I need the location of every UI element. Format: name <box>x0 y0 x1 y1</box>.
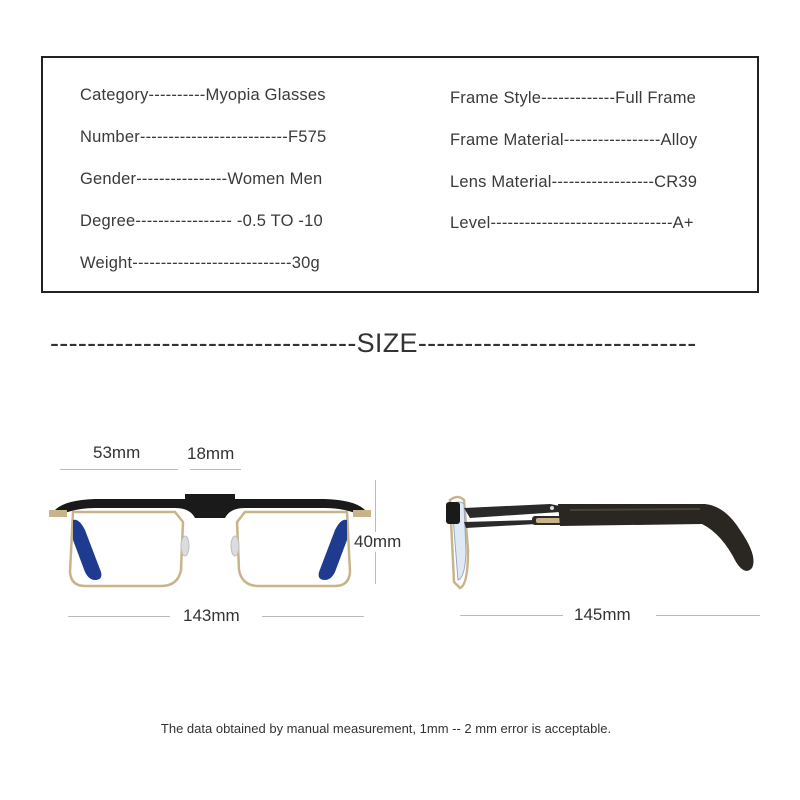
spec-lens-material: Lens Material------------------CR39 <box>450 173 698 191</box>
nose-pad-right <box>231 536 239 556</box>
spec-category: Category----------Myopia Glasses <box>80 86 326 104</box>
side-screw-1 <box>550 506 554 510</box>
temple-length-label: 145mm <box>574 605 631 624</box>
lens-width-label: 53mm <box>93 443 141 462</box>
lens-width-line <box>60 469 178 470</box>
size-header: ---------------------------------SIZE------------------------------ <box>50 328 697 358</box>
spec-gender: Gender----------------Women Men <box>80 170 323 188</box>
glasses-side-icon <box>440 490 760 590</box>
temple-length-line-right <box>656 615 760 616</box>
glasses-front-icon <box>45 480 375 595</box>
frame-width-line-left <box>68 616 170 617</box>
side-temple-metal <box>464 504 560 518</box>
side-temple-metal-lower <box>464 520 536 528</box>
temple-length-line-left <box>460 615 563 616</box>
bridge-width-label: 18mm <box>187 444 235 463</box>
spec-degree: Degree----------------- -0.5 TO -10 <box>80 212 323 230</box>
spec-number: Number--------------------------F575 <box>80 128 327 146</box>
bridge-width-line <box>190 469 241 470</box>
hinge-right <box>353 510 371 517</box>
spec-frame-style: Frame Style-------------Full Frame <box>450 89 697 107</box>
side-temple-arm <box>558 504 754 571</box>
spec-frame-material: Frame Material-----------------Alloy <box>450 131 698 149</box>
hinge-left <box>49 510 67 517</box>
measurement-note: The data obtained by manual measurement, 1mm -- 2 mm error is acceptable. <box>160 721 612 736</box>
side-hinge-gold <box>536 518 562 523</box>
top-bridge <box>185 494 235 499</box>
side-temple-highlight <box>570 509 700 510</box>
side-brow <box>446 502 460 524</box>
spec-level: Level--------------------------------A+ <box>450 214 694 232</box>
nose-pad-left <box>181 536 189 556</box>
lens-height-label: 40mm <box>354 532 402 551</box>
frame-width-line-right <box>262 616 364 617</box>
spec-weight: Weight----------------------------30g <box>80 254 320 272</box>
frame-width-label: 143mm <box>183 606 240 625</box>
